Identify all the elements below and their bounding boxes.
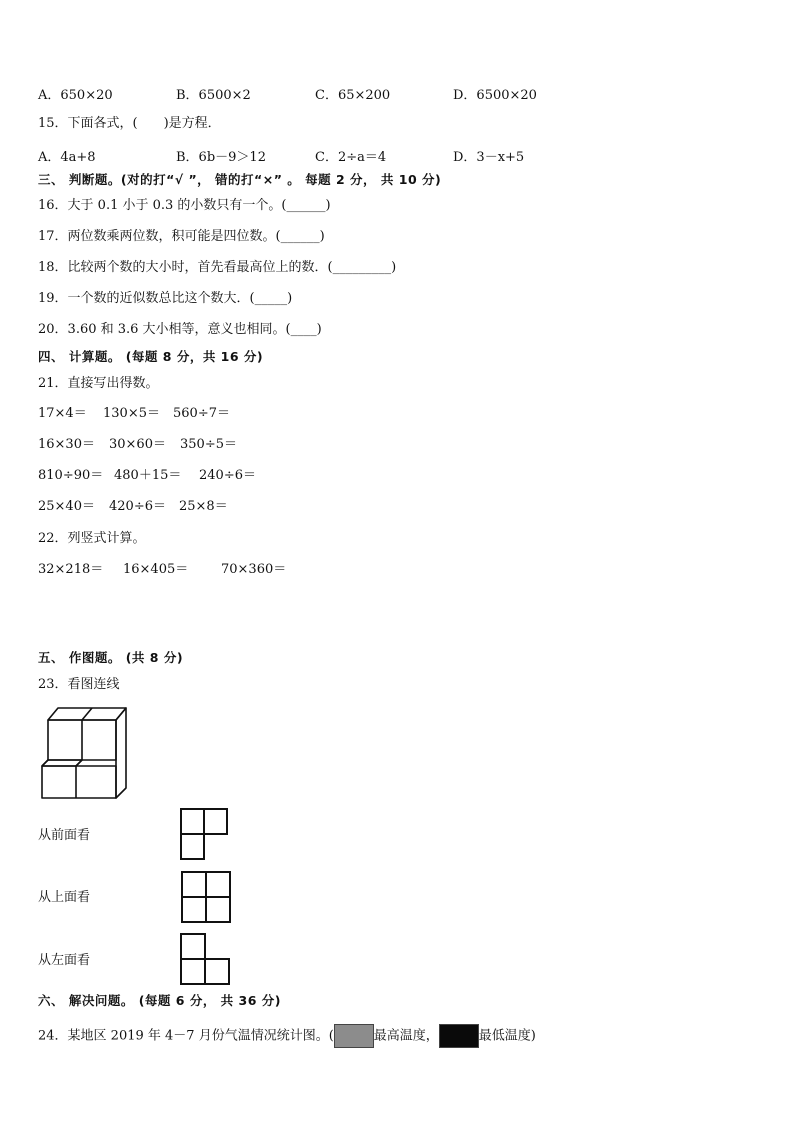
legend-low-label: 最低温度) bbox=[478, 1028, 536, 1044]
section6-heading: 六、 解决问题。 (每题 6 分， 共 36 分) bbox=[38, 993, 281, 1008]
q18: 18．比较两个数的大小时，首先看最高位上的数．(_________) bbox=[38, 260, 397, 275]
q17: 17．两位数乘两位数，积可能是四位数。(______) bbox=[38, 229, 325, 244]
calc-r3-c1: 810÷90＝ bbox=[38, 468, 104, 483]
calc-r2-c3: 350÷5＝ bbox=[180, 437, 237, 452]
section4-heading: 四、 计算题。 (每题 8 分，共 16 分) bbox=[38, 349, 264, 364]
q21-stem: 21．直接写出得数。 bbox=[38, 376, 159, 391]
legend-high-swatch bbox=[334, 1024, 374, 1048]
view-label-top: 从上面看 bbox=[38, 890, 91, 905]
section3-heading: 三、 判断题。(对的打“√ ”， 错的打“×” 。 每题 2 分， 共 10 分) bbox=[38, 172, 442, 187]
calc-r1-c2: 130×5＝ bbox=[103, 406, 160, 421]
q24-line bbox=[38, 1024, 536, 1048]
q14-option-b: B．6500×2 bbox=[176, 88, 251, 103]
vertical-calc-1: 32×218＝ bbox=[38, 562, 104, 577]
section5-heading: 五、 作图题。 (共 8 分) bbox=[38, 650, 184, 665]
q15-option-b: B．6b－9＞12 bbox=[176, 150, 266, 165]
calc-r4-c2: 420÷6＝ bbox=[109, 499, 166, 514]
calc-r2-c1: 16×30＝ bbox=[38, 437, 95, 452]
calc-r3-c2: 480＋15＝ bbox=[114, 468, 182, 483]
q19: 19．一个数的近似数总比这个数大．(_____) bbox=[38, 291, 293, 306]
q14-option-c: C．65×200 bbox=[315, 88, 391, 103]
calc-r1-c1: 17×4＝ bbox=[38, 406, 87, 421]
view-label-front: 从前面看 bbox=[38, 828, 91, 843]
calc-r1-c3: 560÷7＝ bbox=[173, 406, 230, 421]
cube-stack-figure bbox=[36, 702, 132, 802]
q15-stem: 15．下面各式，( )是方程． bbox=[38, 116, 221, 131]
view-shape-2[interactable] bbox=[179, 869, 233, 927]
q14-option-d: D．6500×20 bbox=[453, 88, 537, 103]
view-shape-1[interactable] bbox=[179, 807, 231, 863]
q15-option-c: C．2÷a＝4 bbox=[315, 150, 387, 165]
calc-r3-c3: 240÷6＝ bbox=[199, 468, 256, 483]
q16: 16．大于 0.1 小于 0.3 的小数只有一个。(______) bbox=[38, 198, 331, 213]
calc-r2-c2: 30×60＝ bbox=[109, 437, 166, 452]
vertical-calc-3: 70×360＝ bbox=[221, 562, 287, 577]
q15-option-a: A．4a+8 bbox=[38, 150, 96, 165]
q24-prefix: 24．某地区 2019 年 4－7 月份气温情况统计图。( bbox=[38, 1028, 334, 1044]
q22-stem: 22．列竖式计算。 bbox=[38, 531, 146, 546]
legend-high-label: 最高温度， bbox=[373, 1028, 439, 1044]
q20: 20．3.60 和 3.6 大小相等，意义也相同。(____) bbox=[38, 322, 322, 337]
legend-low-swatch bbox=[439, 1024, 479, 1048]
view-label-left: 从左面看 bbox=[38, 953, 91, 968]
q14-option-a: A．650×20 bbox=[38, 88, 113, 103]
q15-option-d: D．3－x+5 bbox=[453, 150, 525, 165]
vertical-calc-2: 16×405＝ bbox=[123, 562, 189, 577]
view-shape-3[interactable] bbox=[179, 932, 233, 988]
calc-r4-c1: 25×40＝ bbox=[38, 499, 95, 514]
q23-stem: 23．看图连线 bbox=[38, 677, 120, 692]
calc-r4-c3: 25×8＝ bbox=[179, 499, 228, 514]
